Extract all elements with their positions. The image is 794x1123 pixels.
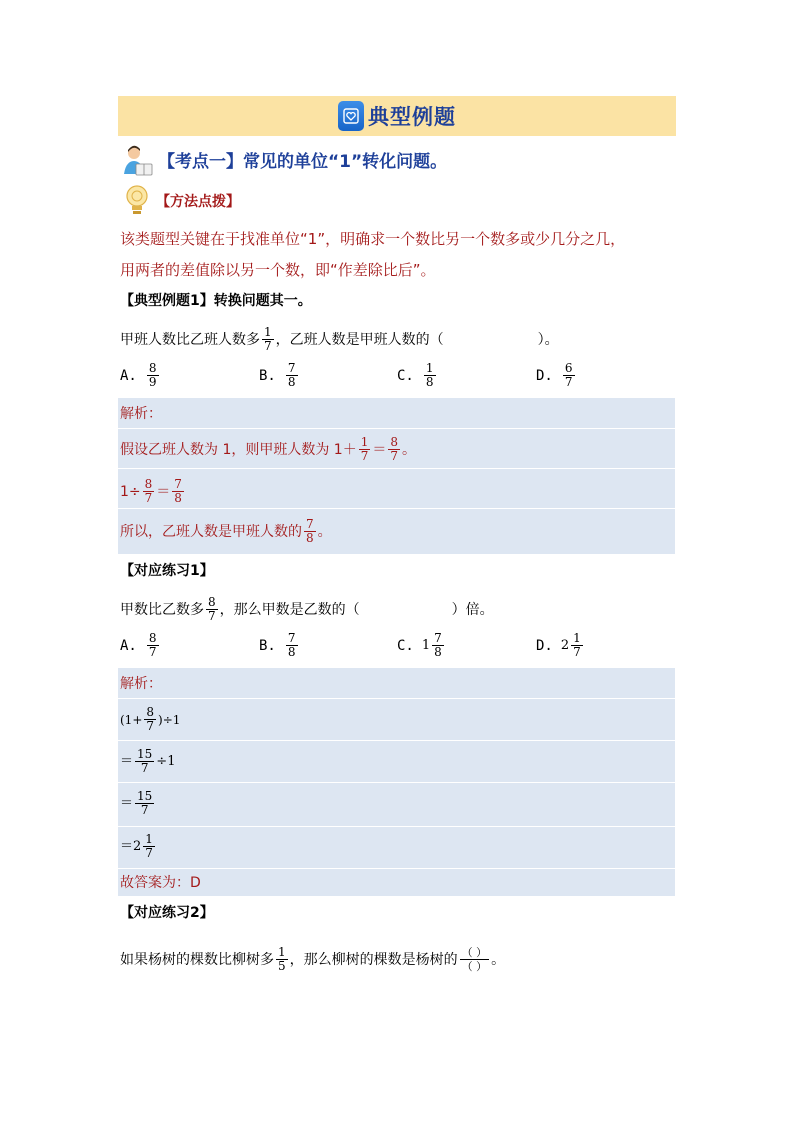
analysis-step-1: (1+ $\frac{8}{7}$ )÷1 <box>120 705 181 733</box>
analysis-step-3: ＝ $\frac{15}{7}$ <box>120 789 153 817</box>
question-text: ）。 <box>537 331 559 348</box>
practice2-heading: 【对应练习2】 <box>120 905 214 921</box>
method-line-2: 用两者的差值除以另一个数，即“作差除比后”。 <box>120 261 436 279</box>
question-text: ，乙班人数是甲班人数的（ <box>275 331 444 348</box>
practice1-heading: 【对应练习1】 <box>120 563 214 579</box>
kaodian-title: 【考点一】常见的单位“1”转化问题。 <box>158 152 448 172</box>
analysis-step-2: ＝ $\frac{15}{7}$ ÷1 <box>120 747 176 775</box>
heart-book-icon <box>338 101 364 131</box>
practice2-question: 如果杨树的棵数比柳树多 $\frac{1}{5}$ ，那么柳树的棵数是杨树的 $\frac{( )}{( )}$ 。 <box>120 945 506 973</box>
question-text: 甲班人数比乙班人数多 <box>120 331 260 348</box>
section-banner <box>118 96 676 136</box>
banner-title: 典型例题 <box>368 105 456 129</box>
lightbulb-icon <box>122 183 152 217</box>
method-line-1: 该类题型关键在于找准单位“1”，明确求一个数比另一个数多或少几分之几， <box>120 230 626 248</box>
option-b[interactable]: B. $\frac{7}{8}$ <box>259 361 296 389</box>
option-a[interactable]: A. $\frac{8}{9}$ <box>120 361 157 389</box>
example1-heading: 【典型例题1】转换问题其一。 <box>120 293 312 309</box>
student-reading-icon <box>120 144 156 178</box>
analysis-step-1: 假设乙班人数为 1，则甲班人数为 1＋ $\frac{1}{7}$ ＝ $\frac{8}{7}$ 。 <box>120 435 416 463</box>
option-d[interactable]: D. 2 $\frac{1}{7}$ <box>536 631 581 659</box>
practice1-question: 甲数比乙数多 $\frac{8}{7}$ ，那么甲数是乙数的（ ）倍。 <box>120 595 494 623</box>
method-label: 【方法点拨】 <box>156 194 240 210</box>
analysis-label: 解析： <box>120 676 162 692</box>
answer-blank-fraction[interactable]: $\frac{( )}{( )}$ <box>461 946 488 973</box>
practice1-analysis <box>118 668 675 896</box>
answer-text: 故答案为：D <box>120 875 201 891</box>
fraction: $\frac{1}{7}$ <box>264 325 272 353</box>
analysis-step-2: 1÷ $\frac{8}{7}$ ＝ $\frac{7}{8}$ <box>120 477 182 505</box>
analysis-step-3: 所以，乙班人数是甲班人数的 $\frac{7}{8}$ 。 <box>120 517 332 545</box>
option-c[interactable]: C. 1 $\frac{7}{8}$ <box>397 631 442 659</box>
option-b[interactable]: B. $\frac{7}{8}$ <box>259 631 296 659</box>
analysis-label: 解析： <box>120 406 162 422</box>
example1-analysis <box>118 398 675 554</box>
analysis-step-4: ＝2 $\frac{1}{7}$ <box>120 832 153 860</box>
option-d[interactable]: D. $\frac{6}{7}$ <box>536 361 573 389</box>
option-a[interactable]: A. $\frac{8}{7}$ <box>120 631 157 659</box>
option-c[interactable]: C. $\frac{1}{8}$ <box>397 361 434 389</box>
example1-question <box>120 326 559 353</box>
